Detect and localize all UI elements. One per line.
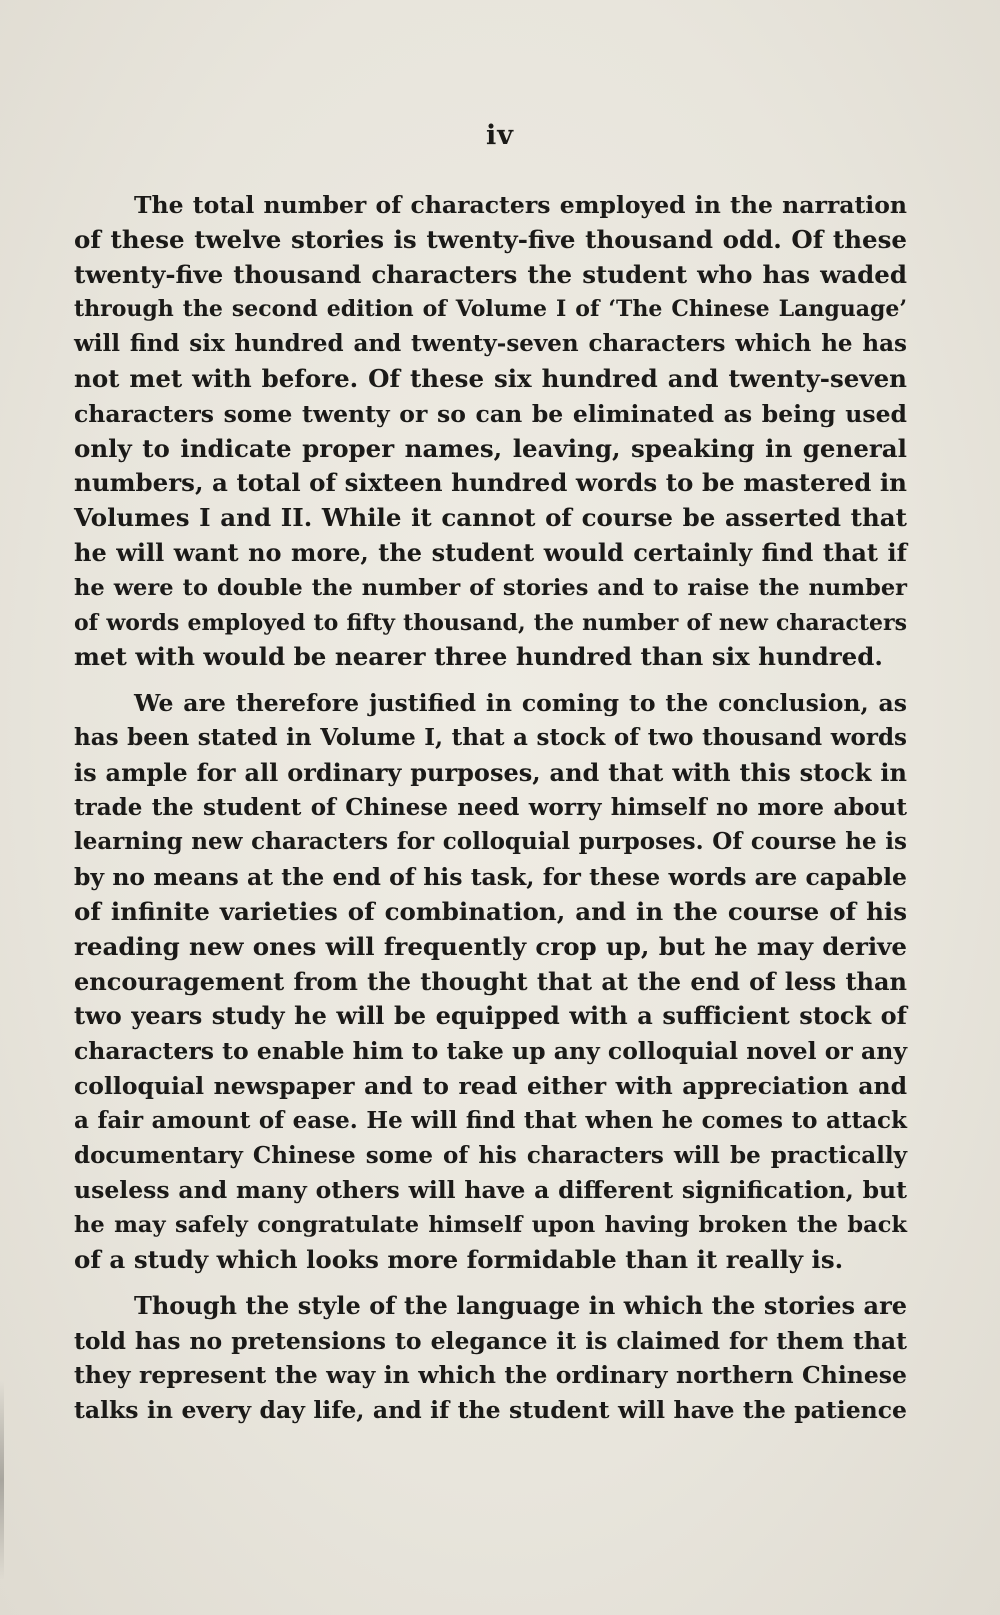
text-line: twenty-five thousand characters the student who has waded [74,259,907,289]
body-text [74,188,907,1439]
text-line: talks in every day life, and if the student will have the patience [74,1396,907,1425]
text-line: Volumes I and II. While it cannot of course be asserted that [74,503,907,533]
text-line: only to indicate proper names, leaving, speaking in general [74,433,907,463]
text-line: through the second edition of Volume I of ‘The Chinese Language’ [74,296,907,323]
text-line: learning new characters for colloquial purposes. Of course he is [74,828,907,856]
text-line: We are therefore justified in coming to the conclusion, as [134,689,907,718]
text-line: useless and many others will have a different signification, but [74,1176,907,1205]
text-line: met with would be nearer three hundred than six hundred. [74,642,883,672]
text-line: not met with before. Of these six hundred and twenty-seven [74,363,907,393]
text-line: characters to enable him to take up any colloquial novel or any [74,1037,907,1066]
text-line: will find six hundred and twenty-seven characters which he has [74,330,907,358]
text-line: numbers, a total of sixteen hundred words to be mastered in [74,468,907,498]
paragraph-3 [74,1289,907,1428]
text-line: Though the style of the language in which the stories are [134,1290,907,1320]
text-line: documentary Chinese some of his characters will be practically [74,1141,907,1169]
text-line: encouragement from the thought that at the end of less than [74,966,907,996]
text-line: colloquial newspaper and to read either with appreciation and [74,1071,907,1100]
page-number: iv [486,120,514,151]
paragraph-1 [74,188,907,675]
text-line: The total number of characters employed in the narration [134,191,907,219]
text-line: two years study he will be equipped with a sufficient stock of [74,1001,907,1031]
text-line: characters some twenty or so can be eliminated as being used [74,399,907,428]
text-line: of these twelve stories is twenty-five thousand odd. Of these [74,224,907,254]
text-line: they represent the way in which the ordinary northern Chinese [74,1361,907,1390]
text-line: reading new ones will frequently crop up, but he may derive [74,931,907,961]
text-line: he were to double the number of stories and to raise the number [74,574,907,601]
text-line: trade the student of Chinese need worry himself no more about [74,793,907,821]
text-line: he may safely congratulate himself upon having broken the back [74,1212,907,1239]
text-line: of infinite varieties of combination, and in the course of his [74,896,907,926]
text-line: is ample for all ordinary purposes, and that with this stock in [74,757,907,787]
paragraph-2 [74,686,907,1278]
text-line: of words employed to fifty thousand, the number of new characters [74,609,907,636]
text-line: a fair amount of ease. He will find that when he comes to attack [74,1106,907,1134]
text-line: has been stated in Volume I, that a stock of two thousand words [74,723,907,751]
text-line: he will want no more, the student would certainly find that if [74,537,907,567]
text-line: told has no pretensions to elegance it is claimed for them that [74,1326,907,1355]
page-edge-shadow [0,1380,4,1580]
text-line: by no means at the end of his task, for these words are capable [74,863,907,892]
text-line: of a study which looks more formidable than it really is. [74,1244,844,1274]
